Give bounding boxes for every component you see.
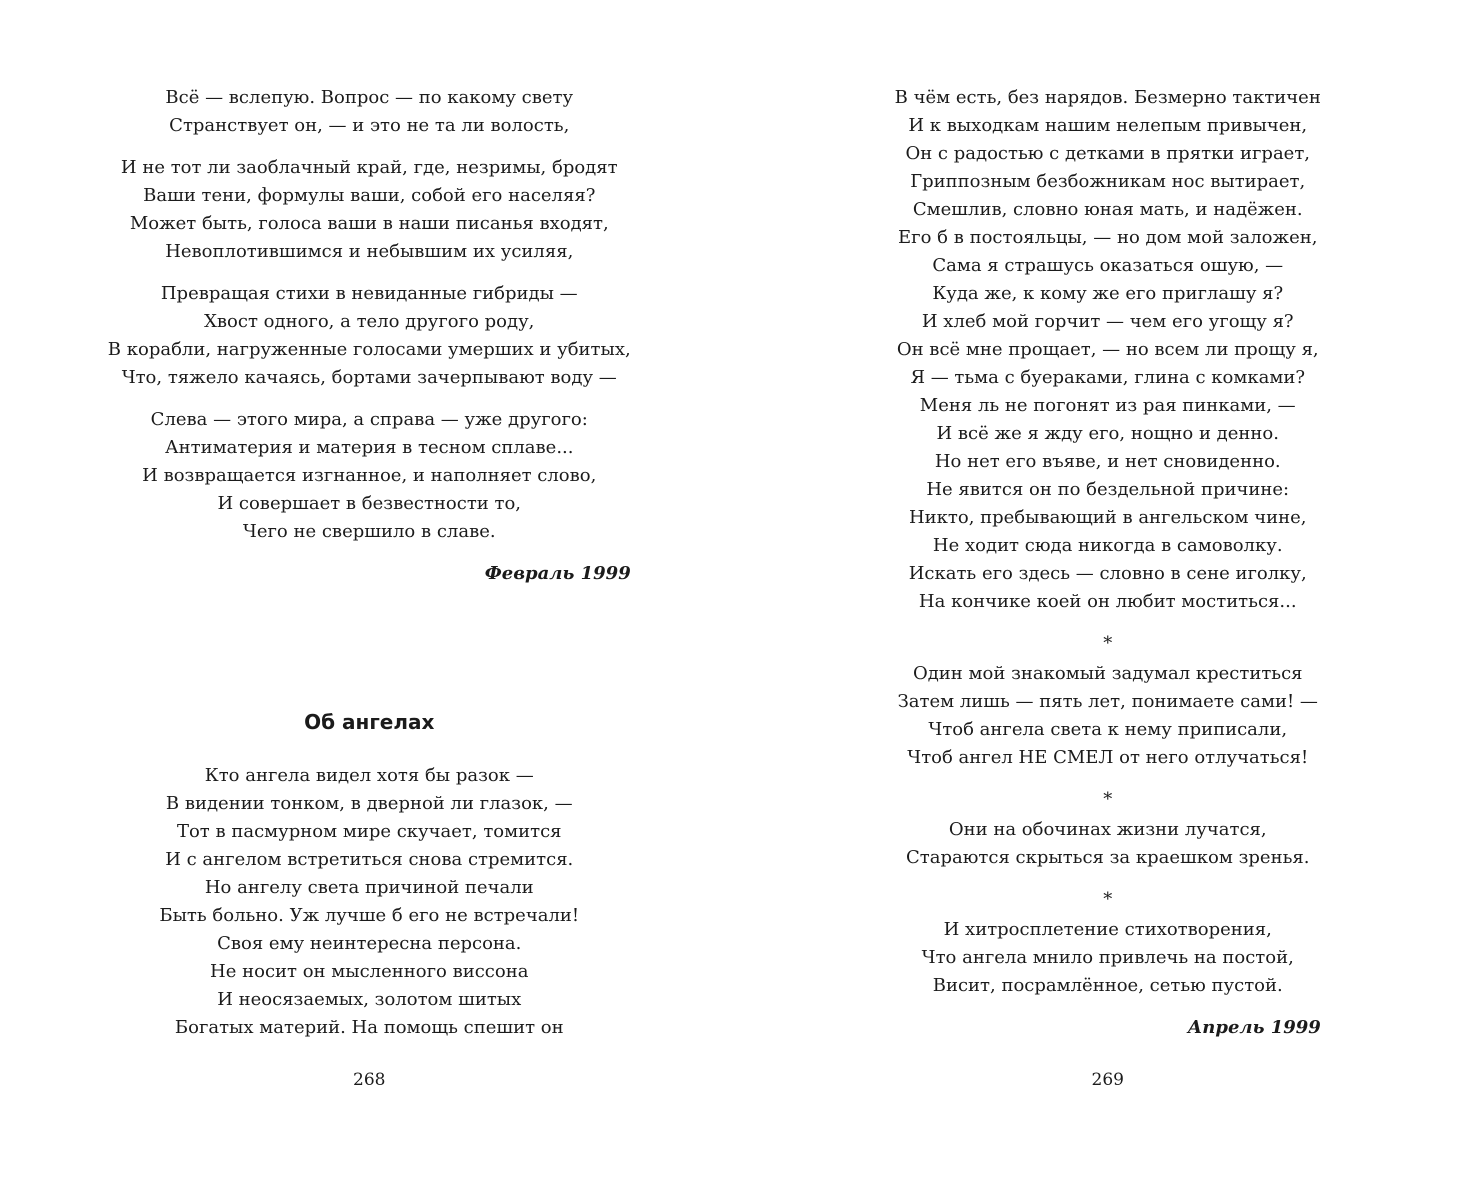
poem-line: Смешлив, словно юная мать, и надёжен.: [912, 199, 1303, 220]
page-right: [739, 0, 1477, 1182]
poem-line: Слева — этого мира, а справа — уже другого:: [150, 409, 588, 430]
poem-line: И совершает в безвестности то,: [217, 493, 522, 514]
poem-line: Затем лишь — пять лет, понимаете сами! —: [897, 691, 1318, 712]
poem-line: Не явится он по бездельной причине:: [926, 479, 1290, 500]
stanza: [108, 762, 631, 1042]
poem-line: Они на обочинах жизни лучатся,: [948, 819, 1267, 840]
poem-line: И возвращается изгнанное, и наполняет слово,: [142, 465, 597, 486]
poem-line: Не ходит сюда никогда в самоволку.: [932, 535, 1283, 556]
stanza: [895, 660, 1321, 772]
stanza: [108, 280, 631, 392]
poem-line: Тот в пасмурном мире скучает, томится: [176, 821, 562, 842]
stanza: [895, 84, 1321, 616]
stanza: [108, 406, 631, 546]
poem-line: Хвост одного, а тело другого роду,: [204, 311, 535, 332]
poem-line: На кончике коей он любит моститься...: [918, 591, 1297, 612]
poem-line: Меня ль не погонят из рая пинками, —: [919, 395, 1296, 416]
poem-line: Висит, посрамлённое, сетью пустой.: [932, 975, 1283, 996]
stanza-separator: *: [1103, 889, 1113, 910]
poem-line: И всё же я жду его, нощно и денно.: [936, 423, 1279, 444]
page-number: 268: [353, 1070, 386, 1090]
stanza: [895, 916, 1321, 1000]
poem-date: Апрель 1999: [1187, 1017, 1321, 1038]
poem-line: И с ангелом встретиться снова стремится.: [165, 849, 574, 870]
poem-line: И хитросплетение стихотворения,: [943, 919, 1272, 940]
poem-line: И хлеб мой горчит — чем его угощу я?: [921, 311, 1294, 332]
stanza: [108, 84, 631, 140]
poem-line: В чём есть, без нарядов. Безмерно тактичен: [894, 87, 1321, 108]
poem-line: Невоплотившимся и небывшим их усиляя,: [165, 241, 574, 262]
poem-line: Богатых материй. На помощь спешит он: [174, 1017, 564, 1038]
poem-line: Что, тяжело качаясь, бортами зачерпывают воду —: [121, 367, 617, 388]
poem-line: Стараются скрыться за краешком зренья.: [906, 847, 1310, 868]
poem-line: Антиматерия и материя в тесном сплаве...: [165, 437, 574, 458]
poem-line: И не тот ли заоблачный край, где, незримы, бродят: [120, 157, 618, 178]
poem-title: Об ангелах: [304, 710, 435, 734]
poem-line: Ваши тени, формулы ваши, собой его населяя?: [143, 185, 596, 206]
poem-line: Может быть, голоса ваши в наши писанья входят,: [129, 213, 609, 234]
stanza-separator: *: [1103, 633, 1113, 654]
stanza: [895, 816, 1321, 872]
poem-line: Чтоб ангела света к нему приписали,: [928, 719, 1288, 740]
poem-line: Быть больно. Уж лучше б его не встречали!: [159, 905, 580, 926]
poem-line: Превращая стихи в невиданные гибриды —: [160, 283, 578, 304]
poem-line: И к выходкам нашим нелепым привычен,: [908, 115, 1308, 136]
poem-line: Гриппозным безбожникам нос вытирает,: [910, 171, 1306, 192]
poem-line: Но нет его въяве, и нет сновиденно.: [934, 451, 1281, 472]
poem-line: Он всё мне прощает, — но всем ли прощу я,: [896, 339, 1319, 360]
poem-line: Кто ангела видел хотя бы разок —: [204, 765, 534, 786]
poem-line: Я — тьма с буераками, глина с комками?: [910, 367, 1306, 388]
poem-line: В корабли, нагруженные голосами умерших и убитых,: [107, 339, 631, 360]
poem-line: Не носит он мысленного виссона: [210, 961, 529, 982]
stanza-separator: *: [1103, 789, 1113, 810]
poem-line: Искать его здесь — словно в сене иголку,: [908, 563, 1307, 584]
poem-line: Его б в постояльцы, — но дом мой заложен,: [898, 227, 1318, 248]
poem-line: Странствует он, — и это не та ли волость,: [169, 115, 570, 136]
poem-line: Что ангела мнило привлечь на постой,: [921, 947, 1294, 968]
poem-line: Никто, пребывающий в ангельском чине,: [908, 507, 1307, 528]
poem-line: Чтоб ангел НЕ СМЕЛ от него отлучаться!: [907, 747, 1309, 768]
poem-date: Февраль 1999: [484, 563, 631, 584]
poem-line: Сама я страшусь оказаться ошую, —: [932, 255, 1284, 276]
poem-line: Один мой знакомый задумал креститься: [912, 663, 1303, 684]
poem-line: Куда же, к кому же его приглашу я?: [932, 283, 1284, 304]
poem-line: Всё — вслепую. Вопрос — по какому свету: [165, 87, 574, 108]
poem-line: Он с радостью с детками в прятки играет,: [905, 143, 1311, 164]
page-content: [108, 84, 631, 1042]
page-content: [895, 84, 1321, 1042]
poem-line: Своя ему неинтересна персона.: [217, 933, 522, 954]
poem-line: В видении тонком, в дверной ли глазок, —: [165, 793, 573, 814]
poem-line: И неосязаемых, золотом шитых: [217, 989, 522, 1010]
page-number: 269: [1091, 1070, 1124, 1090]
stanza: [108, 154, 631, 266]
poem-line: Но ангелу света причиной печали: [204, 877, 534, 898]
poem-line: Чего не свершило в славе.: [242, 521, 496, 542]
